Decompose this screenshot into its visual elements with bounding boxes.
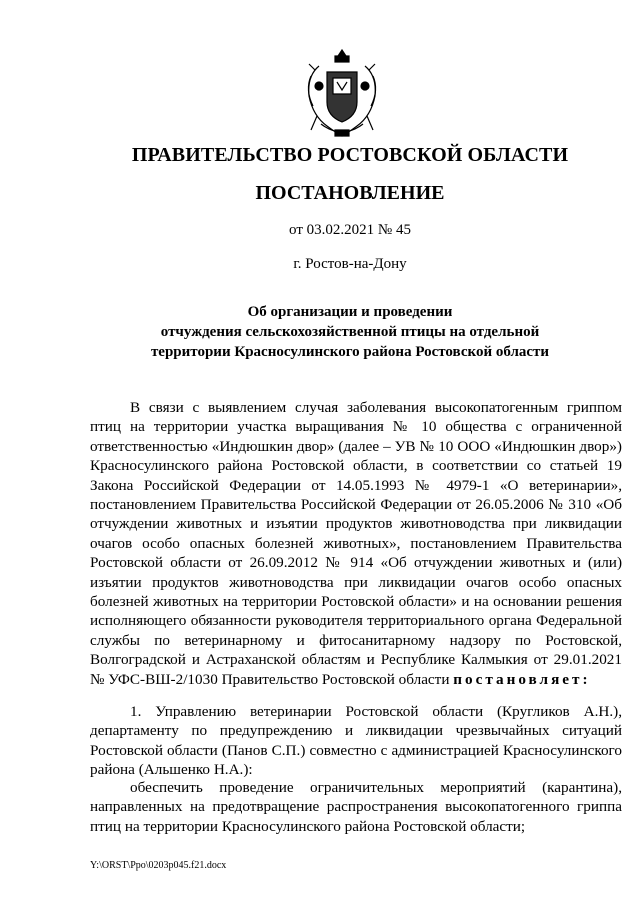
preamble-text: В связи с выявлением случая заболевания высокопатогенным гриппом птиц на территории участка выращивания № 10 общества с ограниченной ответственностью «Индюшкин двор» (далее – УВ № 10 ООО «Индюшкин двор») Красносулинского района Ростовской области, в соответствии со статьей 19 Закона Российской Федерации от 14.05.1993 № 4979-1 «О ветеринарии», постановлением Правительства Российской Федерации от 26.05.2006 № 310 «Об отчуждении животных и изъятии продуктов животноводства при ликвидации очагов особо опасных болезней животных», постановлением Правительства Ростовской области от 26.09.2012 № 914 «Об отчуждении животных и (или) изъятии продуктов животноводства при ликвидации очагов особо опасных болезней животных на территории Ростовской области» и на основании решения исполняющего обязанности руководителя территориального органа Федеральной службы по ветеринарному и фитосанитарному надзору по Ростовской, Волгоградской и Астраханской областям и Республике Калмыкия от 29.01.2021 № УФС-ВШ-2/1030 Правительство Ростовской области [90, 399, 622, 688]
preamble-paragraph [90, 398, 622, 689]
document-subject [0, 302, 640, 362]
document-type-title: ПОСТАНОВЛЕНИЕ [255, 182, 445, 204]
item-1-task-text: обеспечить проведение ограничительных мероприятий (карантина), направленных на предотвращение распространения высокопатогенного гриппа птиц на территории Красносулинского района Ростовской области; [90, 779, 622, 835]
subject-line-1: Об организации и проведении [247, 304, 453, 320]
item-1-task-paragraph [90, 778, 622, 836]
city-line: г. Ростов-на-Дону [293, 256, 407, 272]
item-1-text: 1. Управлению ветеринарии Ростовской области (Кругликов А.Н.), департаменту по предупреждению и ликвидации чрезвычайных ситуаций Ростовской области (Панов С.П.) совместно с администрацией Красносулинского района (Альшенко Н.А.): [90, 703, 622, 779]
item-1-paragraph [90, 702, 622, 780]
government-title: ПРАВИТЕЛЬСТВО РОСТОВСКОЙ ОБЛАСТИ [131, 144, 569, 166]
coat-of-arms-emblem [299, 46, 385, 141]
subject-line-2: отчуждения сельскохозяйственной птицы на отдельной [160, 324, 540, 340]
date-and-number: от 03.02.2021 № 45 [289, 222, 411, 238]
subject-line-3: территории Красносулинского района Ростовской области [150, 344, 550, 360]
resolves-keyword: постановляет: [453, 670, 591, 688]
footer-file-path: Y:\ORST\Ppo\0203p045.f21.docx [90, 860, 227, 871]
